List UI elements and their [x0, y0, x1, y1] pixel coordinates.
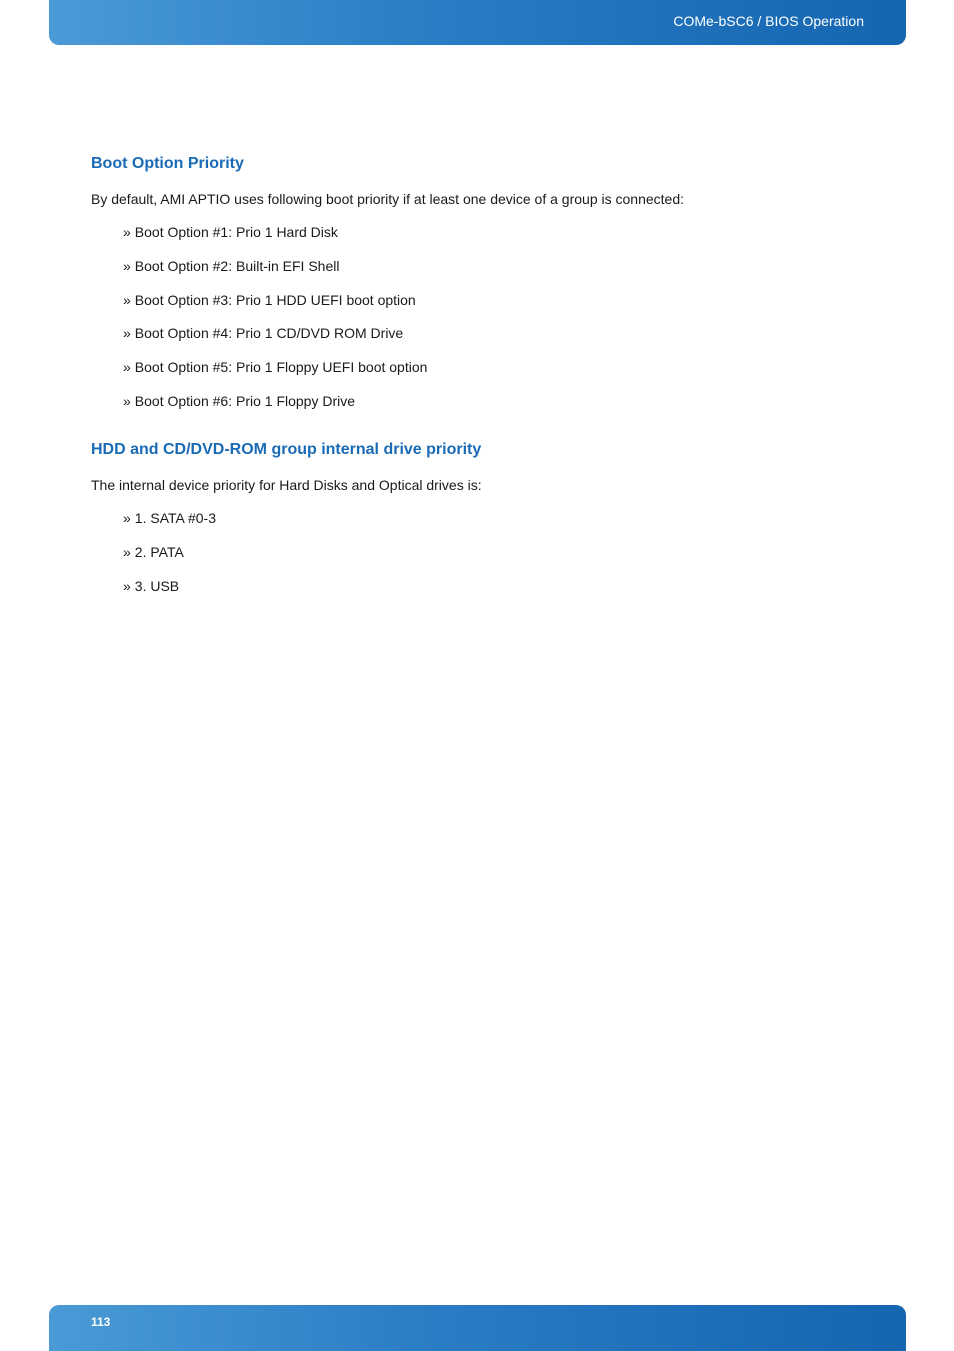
- list-item-text: Boot Option #6: Prio 1 Floppy Drive: [134, 393, 356, 409]
- bullet-icon: »: [123, 359, 131, 375]
- list-item-text: Boot Option #2: Built-in EFI Shell: [134, 258, 340, 274]
- list-item-text: Boot Option #4: Prio 1 CD/DVD ROM Drive: [134, 325, 404, 341]
- list-item: [123, 544, 184, 560]
- header-title: COMe-bSC6 / BIOS Operation: [673, 13, 864, 29]
- bullet-icon: »: [123, 510, 131, 526]
- section-intro: The internal device priority for Hard Disks and Optical drives is:: [91, 477, 482, 493]
- list-item: [123, 393, 355, 409]
- list-item: [123, 224, 338, 240]
- section-heading-boot-option-priority: Boot Option Priority: [91, 155, 244, 172]
- list-item-text: 2. PATA: [134, 544, 184, 560]
- page-number: 113: [91, 1315, 111, 1329]
- bullet-icon: »: [123, 258, 131, 274]
- list-item-text: Boot Option #3: Prio 1 HDD UEFI boot option: [134, 292, 416, 308]
- list-item: [123, 292, 416, 308]
- page-header: [49, 0, 906, 45]
- bullet-icon: »: [123, 544, 131, 560]
- list-item: [123, 510, 216, 526]
- section-heading-drive-priority: HDD and CD/DVD-ROM group internal drive priority: [91, 441, 482, 458]
- bullet-icon: »: [123, 393, 131, 409]
- list-item-text: Boot Option #5: Prio 1 Floppy UEFI boot option: [134, 359, 428, 375]
- bullet-icon: »: [123, 292, 131, 308]
- list-item-text: 1. SATA #0-3: [134, 510, 216, 526]
- bullet-icon: »: [123, 325, 131, 341]
- list-item: [123, 359, 427, 375]
- list-item: [123, 258, 339, 274]
- list-item: [123, 578, 179, 594]
- section-intro: By default, AMI APTIO uses following boot priority if at least one device of a group is connected:: [91, 191, 684, 207]
- bullet-icon: »: [123, 224, 131, 240]
- list-item: [123, 325, 403, 341]
- list-item-text: 3. USB: [134, 578, 180, 594]
- bullet-icon: »: [123, 578, 131, 594]
- list-item-text: Boot Option #1: Prio 1 Hard Disk: [134, 224, 338, 240]
- page-footer: [49, 1305, 906, 1351]
